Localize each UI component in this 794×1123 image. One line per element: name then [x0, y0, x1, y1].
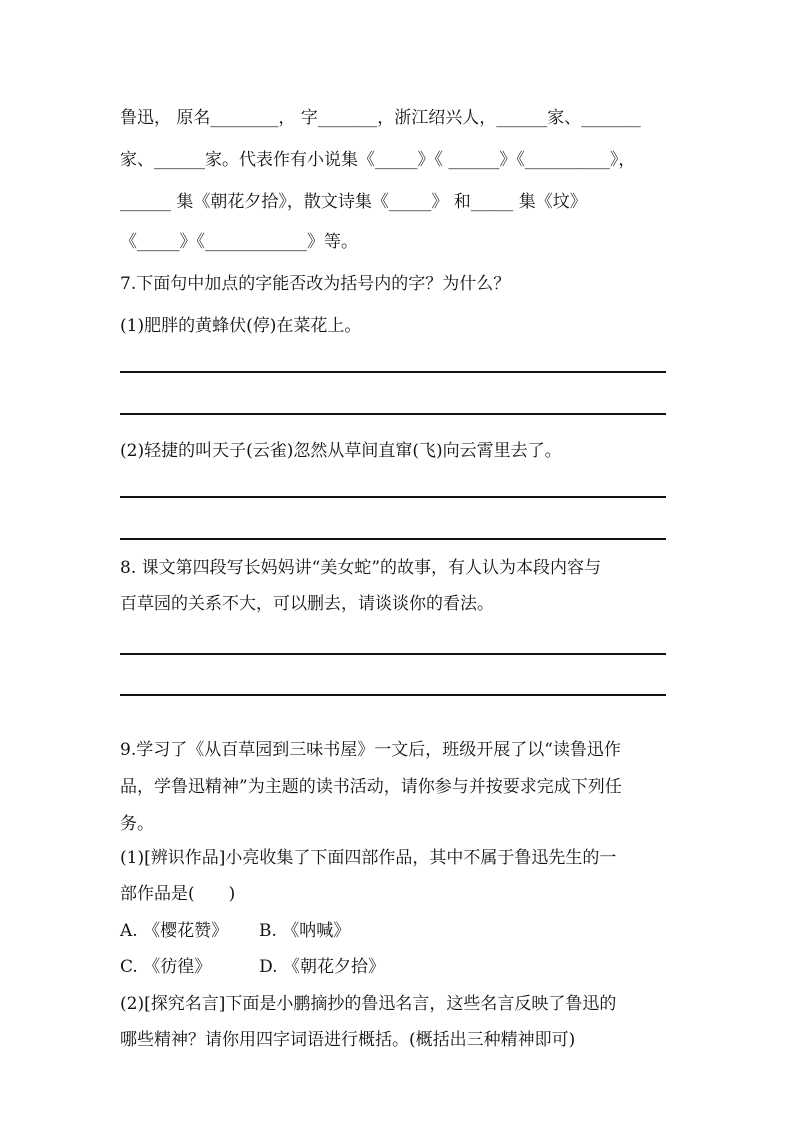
intro-line-4: 《_____》《____________》等。 — [120, 232, 358, 252]
question-7: 7.下面句中加点的字能否改为括号内的字？为什么？ — [120, 274, 511, 294]
question-9-line-2: 品，学鲁迅精神”为主题的读书活动，请你参与并按要求完成下列任 — [120, 777, 622, 797]
option-row-a-b: A. 《樱花赞》 B. 《呐喊》 — [120, 921, 351, 941]
intro-line-3: ______ 集《朝花夕拾》，散文诗集《_____》 和_____ 集《坟》 — [120, 192, 587, 212]
answer-line — [120, 694, 666, 696]
question-8-line-1: 8. 课文第四段写长妈妈讲“美女蛇”的故事，有人认为本段内容与 — [120, 558, 602, 578]
question-8-line-2: 百草园的关系不大，可以删去，请谈谈你的看法。 — [120, 594, 494, 614]
answer-line — [120, 496, 666, 498]
question-7-part-2: (2)轻捷的叫天子(云雀)忽然从草间直窜(飞)向云霄里去了。 — [120, 441, 562, 461]
intro-line-2: 家、______家。代表作有小说集《_____》《 ______》《__________》， — [120, 150, 636, 170]
option-row-c-d: C. 《彷徨》 D. 《朝花夕拾》 — [120, 957, 385, 977]
question-9-part-1-line-2: 部作品是( ) — [120, 884, 236, 904]
question-9-part-2-line-2: 哪些精神？请你用四字词语进行概括。(概括出三种精神即可) — [120, 1030, 576, 1050]
answer-line — [120, 371, 666, 373]
question-9-part-1-line-1: (1)[辨识作品]小亮收集了下面四部作品，其中不属于鲁迅先生的一 — [120, 848, 617, 868]
question-7-part-1: (1)肥胖的黄蜂伏(停)在菜花上。 — [120, 316, 362, 336]
answer-line — [120, 413, 666, 415]
intro-line-1: 鲁迅， 原名________， 字_______，浙江绍兴人，______家、_______ — [120, 108, 641, 128]
question-9-line-1: 9.学习了《从百草园到三味书屋》一文后，班级开展了以“读鲁迅作 — [120, 740, 621, 760]
answer-line — [120, 538, 666, 540]
question-9-part-2-line-1: (2)[探究名言]下面是小鹏摘抄的鲁迅名言，这些名言反映了鲁迅的 — [120, 994, 617, 1014]
question-9-line-3: 务。 — [120, 814, 154, 834]
answer-line — [120, 653, 666, 655]
